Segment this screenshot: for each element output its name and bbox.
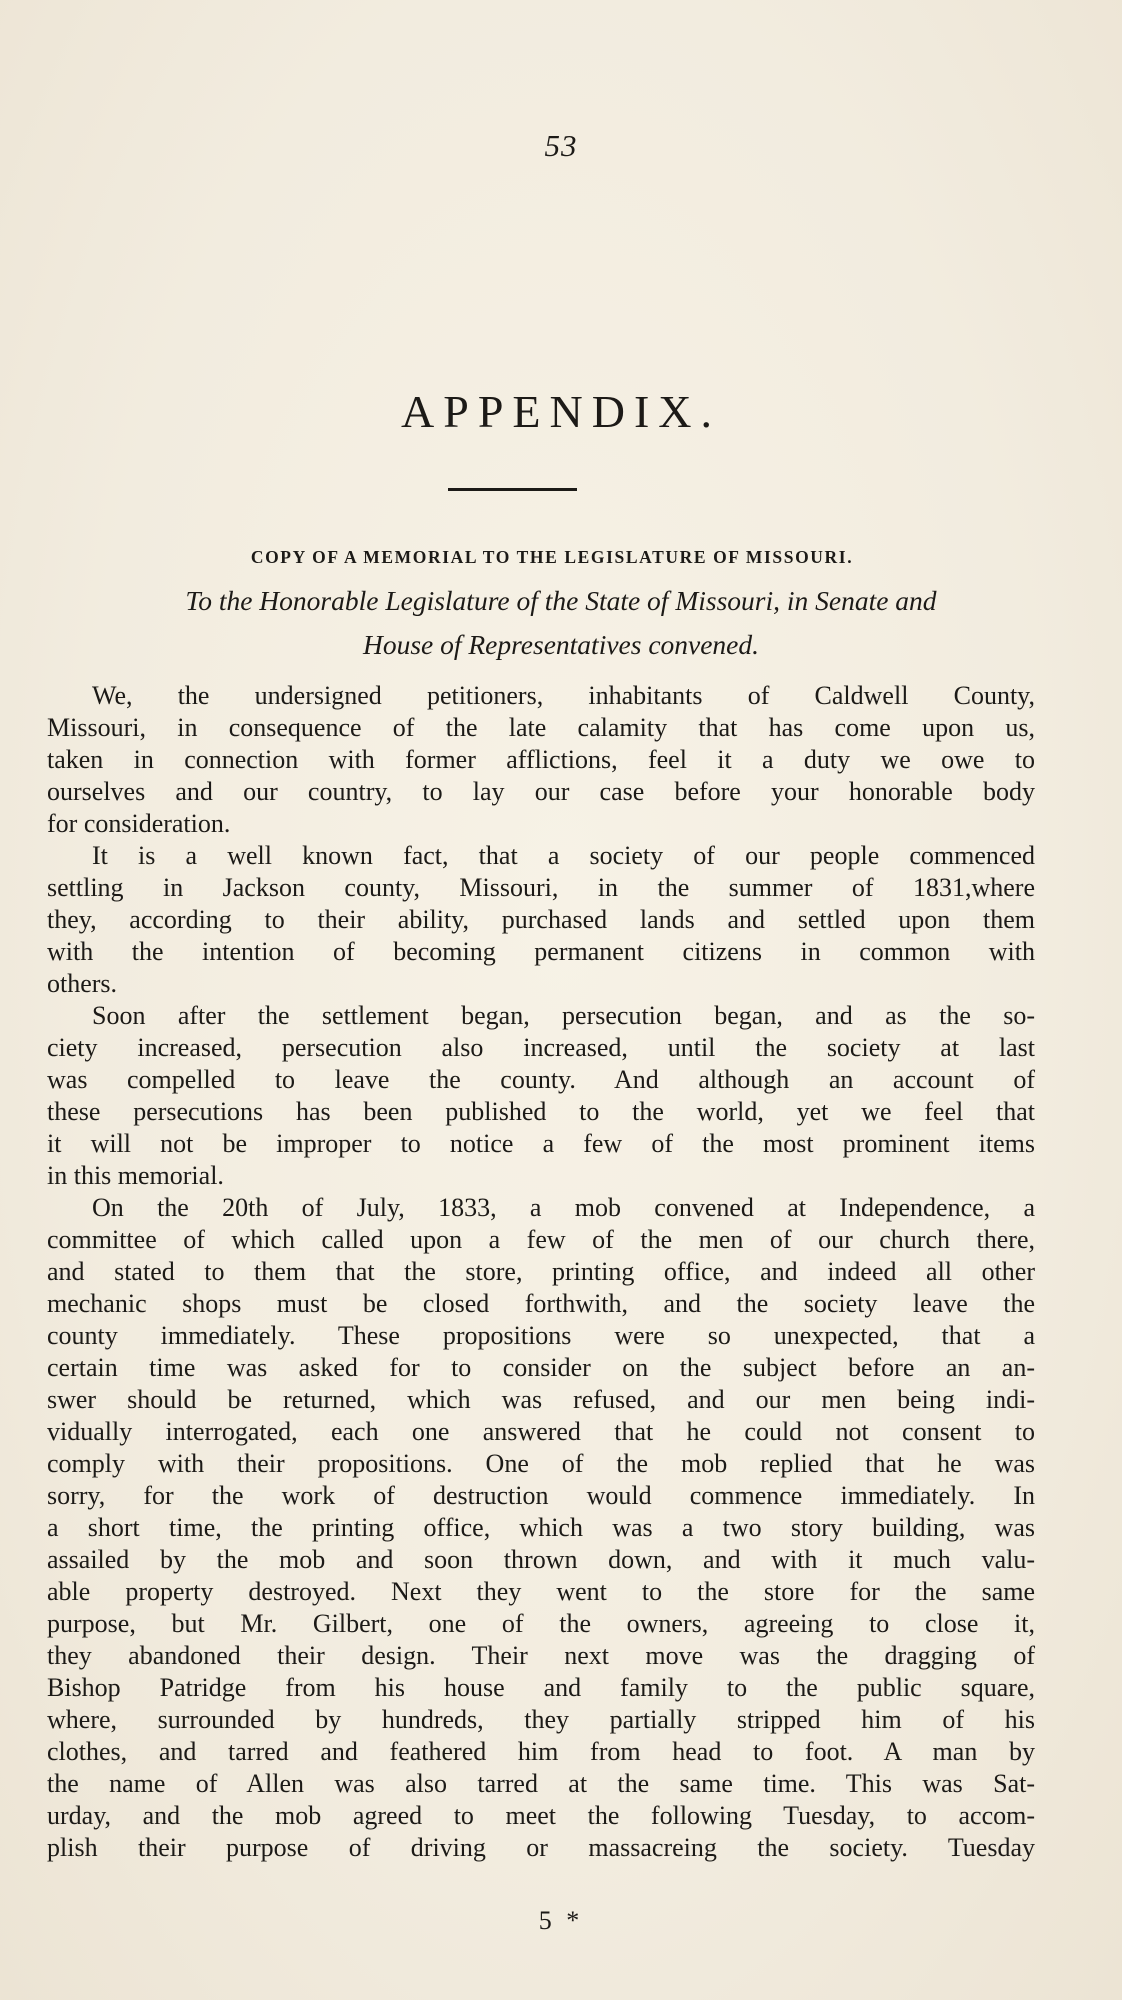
memorial-heading: COPY OF A MEMORIAL TO THE LEGISLATURE OF MISSOURI.	[250, 547, 854, 567]
text-line: assailed by the mob and soon thrown down, and with it much valu-	[47, 1545, 1035, 1574]
text-line: county immediately. These propositions were so unexpected, that a	[47, 1321, 1035, 1350]
text-line: settling in Jackson county, Missouri, in the summer of 1831,where	[47, 873, 1035, 902]
text-line: taken in connection with former afflictions, feel it a duty we owe to	[47, 745, 1035, 774]
text-line: mechanic shops must be closed forthwith, and the society leave the	[47, 1289, 1035, 1318]
text-line: sorry, for the work of destruction would commence immediately. In	[47, 1481, 1035, 1510]
title-divider-rule	[448, 488, 577, 491]
text-line: Missouri, in consequence of the late calamity that has come upon us,	[47, 713, 1035, 742]
address-line-1: To the Honorable Legislature of the State of Missouri, in Senate and	[185, 585, 937, 616]
text-line: and stated to them that the store, printing office, and indeed all other	[47, 1257, 1035, 1286]
text-line: for consideration.	[47, 809, 231, 838]
text-line: able property destroyed. Next they went to the store for the same	[47, 1577, 1035, 1606]
text-line: where, surrounded by hundreds, they partially stripped him of his	[47, 1705, 1035, 1734]
text-line: It is a well known fact, that a society of our people commenced	[92, 841, 1035, 870]
text-line: was compelled to leave the county. And although an account of	[47, 1065, 1035, 1094]
text-line: certain time was asked for to consider on the subject before an an-	[47, 1353, 1035, 1382]
text-line: On the 20th of July, 1833, a mob convened at Independence, a	[92, 1193, 1035, 1222]
text-line: vidually interrogated, each one answered that he could not consent to	[47, 1417, 1035, 1446]
signature-mark: 5 *	[538, 1906, 584, 1935]
text-line: plish their purpose of driving or massacreing the society. Tuesday	[47, 1833, 1035, 1862]
text-line: Bishop Patridge from his house and family to the public square,	[47, 1673, 1035, 1702]
text-line: the name of Allen was also tarred at the same time. This was Sat-	[47, 1769, 1035, 1798]
text-line: ciety increased, persecution also increased, until the society at last	[47, 1033, 1035, 1062]
text-line: with the intention of becoming permanent citizens in common with	[47, 937, 1035, 966]
text-line: committee of which called upon a few of the men of our church there,	[47, 1225, 1035, 1254]
text-line: they, according to their ability, purchased lands and settled upon them	[47, 905, 1035, 934]
address-line-2: House of Representatives convened.	[362, 629, 760, 660]
text-line: comply with their propositions. One of the mob replied that he was	[47, 1449, 1035, 1478]
text-line: urday, and the mob agreed to meet the following Tuesday, to accom-	[47, 1801, 1035, 1830]
text-line: swer should be returned, which was refused, and our men being indi-	[47, 1385, 1035, 1414]
page-number: 53	[544, 128, 578, 163]
text-line: they abandoned their design. Their next move was the dragging of	[47, 1641, 1035, 1670]
text-line: ourselves and our country, to lay our case before your honorable body	[47, 777, 1035, 806]
section-title: APPENDIX.	[401, 386, 721, 437]
text-line: Soon after the settlement began, persecution began, and as the so-	[92, 1001, 1035, 1030]
text-line: others.	[47, 969, 118, 998]
text-line: We, the undersigned petitioners, inhabitants of Caldwell County,	[92, 681, 1035, 710]
text-line: purpose, but Mr. Gilbert, one of the owners, agreeing to close it,	[47, 1609, 1035, 1638]
text-line: these persecutions has been published to the world, yet we feel that	[47, 1097, 1035, 1126]
text-line: it will not be improper to notice a few of the most prominent items	[47, 1129, 1035, 1158]
text-line: in this memorial.	[47, 1161, 224, 1190]
text-line: clothes, and tarred and feathered him from head to foot. A man by	[47, 1737, 1035, 1766]
text-line: a short time, the printing office, which was a two story building, was	[47, 1513, 1035, 1542]
